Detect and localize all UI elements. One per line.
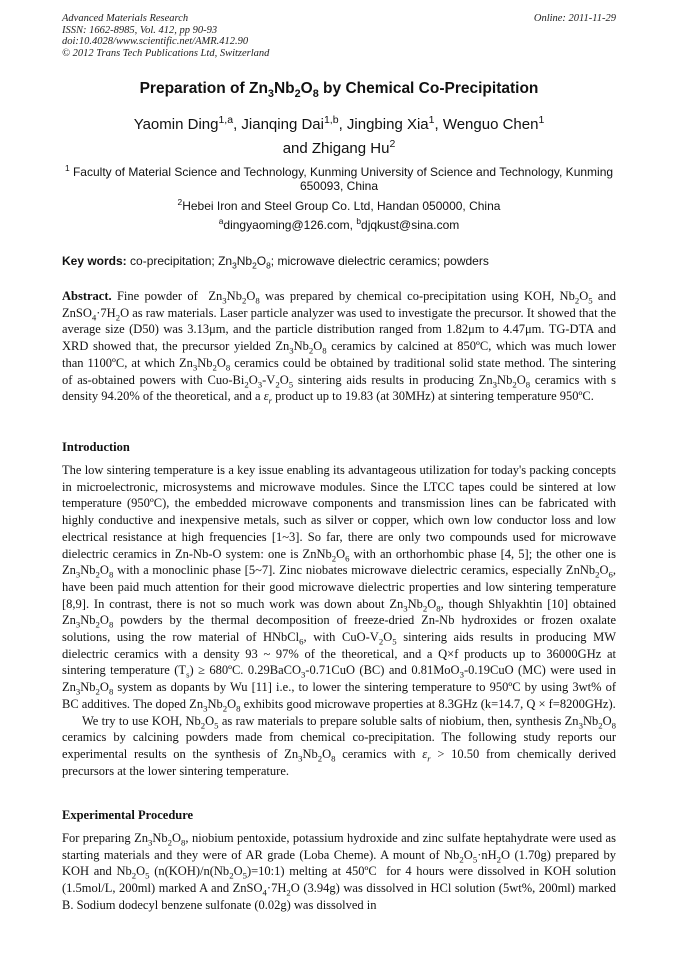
experimental-text: For preparing $Zn_3Nb_2O_8$, niobium pentoxide, potassium hydroxide and zinc sulfate heptahydrate were used as starting materials and they were of AR grade (Loba Cheme). A mount of $Nb_2O_5\cdot nH_2O$ (1.70g) prepared by KOH and $Nb_2O_5$ $(n(KOH)/n(Nb_2O_5)=10:1)$ melting at 450ºC for 4 hours were dissolved in KOH solution (1.5mol/L, 200ml) marked A and $ZnSO_4\cdot 7H_2O$ (3.94g) was dissolved in HCl solution (5wt%, 200ml) marked B. Sodium dodecyl benzene sulfonate (0.02g) was dissolved in — [62, 831, 616, 912]
introduction-text: The low sintering temperature is a key issue enabling its advantageous utilization for today's packing concepts in microelectronic, microsystems and microwave modules. Since the LTCC tapes could be sintered at low temperature (950ºC), the embedded microwave components and transmission lines can be fabricated with highly conductive and inexpensive metals, such as silver or copper, which own low conductor loss and low electrical resistance at high frequencies [1~3]. So far, there are only two compounds used for microwave dielectric ceramics in Zn-Nb-O system: one is $ZnNb_2O_6$ with an orthorhombic phase [4, 5]; the other one is $Zn_3Nb_2O_8$ with a monoclinic phase [5~7]. Zinc niobates microwave dielectric ceramics, especially $ZnNb_2O_6$, have been paid much attention for their good microwave dielectric properties and low sintering temperature [8,9]. In contrast, there is not so much work was down about $Zn_3Nb_2O_8$, though Shlyakhtin [10] obtained $Zn_3Nb_2O_8$ powders by the thermal decomposition of freeze-dried Zn-Nb hydroxides or frozen oxalate solutions, using the row material of HNbCl$_6$, with CuO-$V_2O_5$ sintering aids results in producing MW dielectric ceramics with a density 93 ~ 97% of the theoretical, and a Q×f products up to 36000GHz at sintering temperature $(T_s)$ ≥ 680ºC. 0.29BaCO$_3$-0.71CuO (BC) and 0.81MoO$_3$-0.19CuO (MC) were used in $Zn_3Nb_2O_8$ system as dopants by Wu [11] i.e., to lower the sintering temperature to 950ºC by using 3wt% of BC additives. The doped $Zn_3Nb_2O_8$ exhibits good microwave properties at 8.3GHz (k=14.7, Q × f=8200GHz). We try to use KOH, $Nb_2O_5$ as raw materials to prepare soluble salts of niobium, then, synthesis $Zn_3Nb_2O_8$ ceramics by calcining powders made from chemical co-precipitation. The following study reports our experimental results on the synthesis of $Zn_3Nb_2O_8$ ceramics with $\varepsilon_r > 10.50$ from chemically derived precursors at the lower sintering temperature. — [62, 463, 616, 778]
issn-line: ISSN: 1662-8985, Vol. 412, pp 90-93 — [62, 24, 218, 36]
journal-header — [62, 13, 269, 59]
email-link-a[interactable]: dingyaoming@126.com, — [223, 218, 357, 232]
email-link-b[interactable]: djqkust@sina.com — [361, 218, 460, 232]
online-date: Online: 2011-11-29 — [533, 13, 616, 24]
keywords-line: Key words: co-precipitation; $Zn_3Nb_2O_8$; microwave dielectric ceramics; powders — [62, 254, 489, 271]
journal-name: Advanced Materials Research — [62, 13, 189, 24]
abstract-paragraph: Abstract. Fine powder of $Zn_3Nb_2O_8$ was prepared by chemical co-precipitation using KOH, $Nb_2O_5$ and $ZnSO_4\cdot 7H_2O$ as raw materials. Laser particle analyzer was used to investigate the precursor. It showed that the average size (D50) was 3.13μm, and the particle distribution ranged from 1.82μm to 4.47μm. TG-DTA and XRD showed that, the precursor yielded $Zn_3Nb_2O_8$ ceramics by calcined at 850ºC, which was much lower than 1100ºC, at which $Zn_3Nb_2O_8$ ceramics could be obtained by traditional solid state method. The sintering of as-obtained powers with Cuo-$Bi_2O_3-V_2O_5$ sintering aids results in producing $Zn_3Nb_2O_8$ ceramics with s density 94.20% of the theoretical, and a $\varepsilon_r$ product up to 19.83 (at 30MHz) at sintering temperature 950ºC. — [62, 289, 616, 406]
doi-line: doi:10.4028/www.scientific.net/AMR.412.90 — [62, 36, 249, 47]
keywords-label: Key words: — [62, 254, 127, 268]
copyright-line: © 2012 Trans Tech Publications Ltd, Switzerland — [62, 47, 270, 59]
author-name: , Jingbing Xia — [338, 116, 429, 133]
affiliation-2: $^2$Hebei Iron and Steel Group Co. Ltd, Handan 050000, China — [177, 197, 501, 213]
author-name: , Wenguo Chen — [434, 116, 539, 133]
introduction-heading: Introduction — [62, 440, 130, 454]
abstract-label: Abstract. — [62, 289, 112, 303]
author-name: Yaomin Ding — [133, 116, 219, 133]
affiliation-1: $^1$ Faculty of Material Science and Technology, Kunming University of Science and Technology, Kunming 650093, China — [64, 163, 614, 193]
author-name: and Zhigang Hu — [282, 140, 390, 157]
author-list: Yaomin Ding$^{1,a}$, Jianqing Dai$^{1,b}$, Jingbing Xia$^1$, Wenguo Chen$^1$ and Zhigang Hu$^2$ — [133, 114, 545, 157]
emails: $^a$dingyaoming@126.com, $^b$djqkust@sina.com — [218, 216, 460, 232]
experimental-heading: Experimental Procedure — [62, 808, 194, 822]
author-name: , Jianqing Dai — [233, 116, 324, 133]
paper-title: Preparation of $Zn_3Nb_2O_8$ by Chemical Co-Precipitation — [139, 80, 539, 101]
